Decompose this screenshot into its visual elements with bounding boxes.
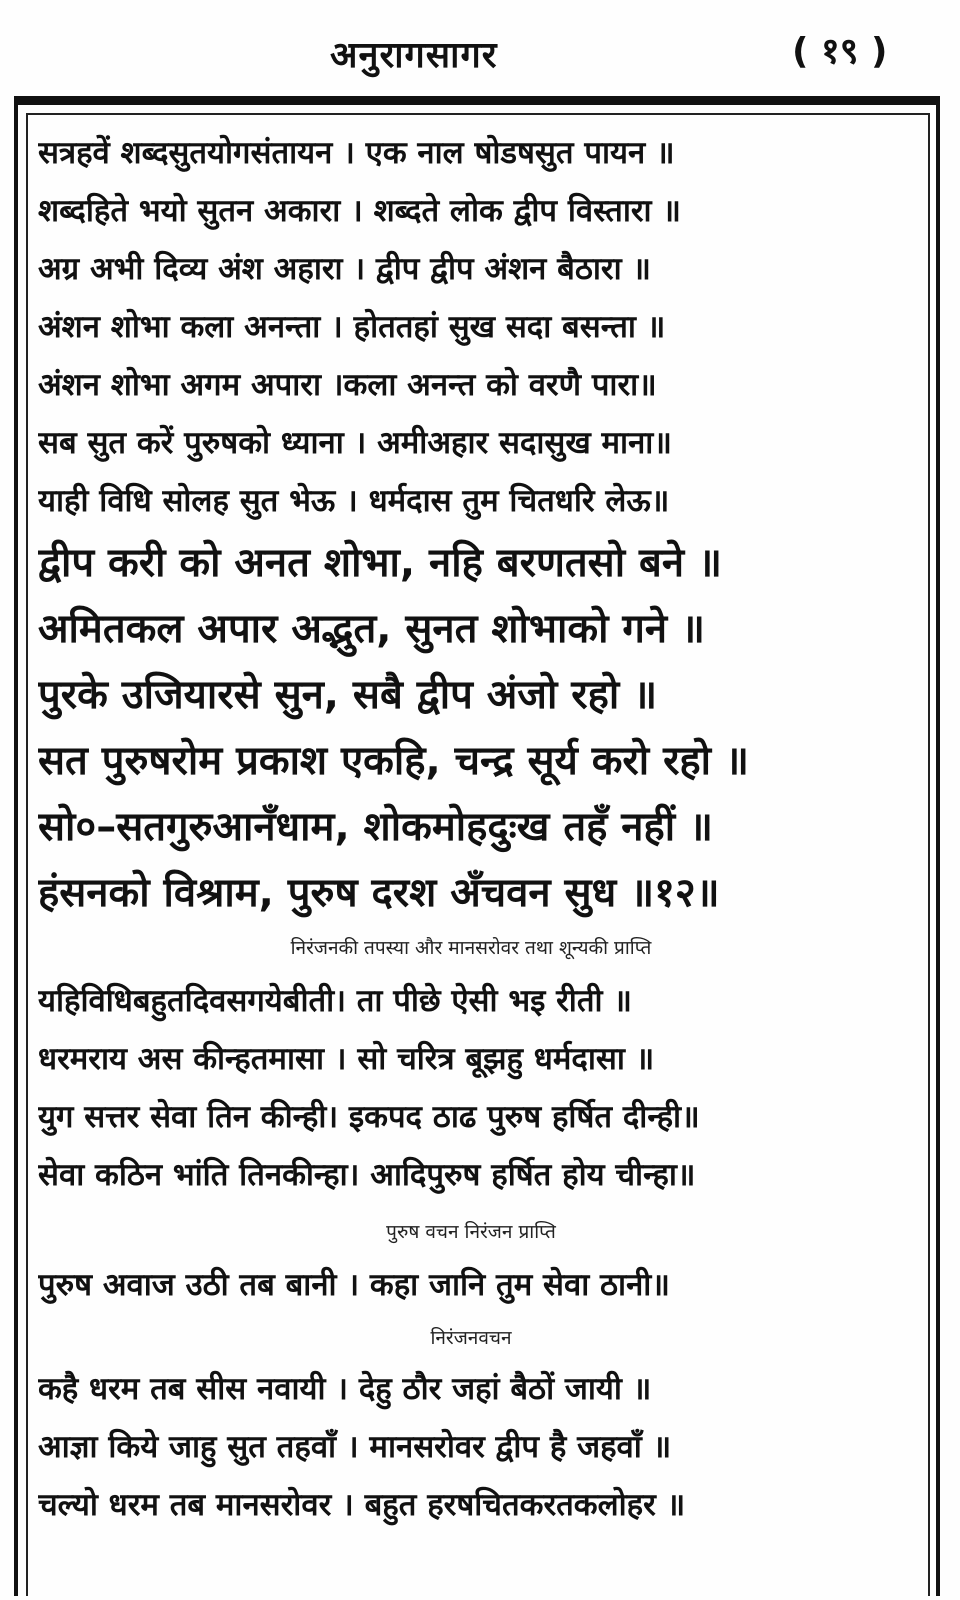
verse-line: शब्दहिते भयो सुतन अकारा । शब्दते लोक द्वीप विस्तारा ॥	[38, 193, 681, 229]
section-heading: निरंजनकी तपस्या और मानसरोवर तथा शून्यकी प्राप्ति	[290, 937, 652, 959]
verse-line: सत्रहवें शब्दसुतयोगसंतायन । एक नाल षोडषसुत पायन ॥	[38, 135, 675, 171]
chhand-line: पुरके उजियारसे सुन, सबै द्वीप अंजो रहो ॥	[38, 672, 658, 718]
verse-line: कहै धरम तब सीस नवायी । देहु ठौर जहां बैठों जायी ॥	[38, 1371, 652, 1407]
page-header	[0, 20, 960, 90]
verse-line: सेवा कठिन भांति तिनकीन्हा। आदिपुरुष हर्षित होय चीन्हा॥	[38, 1157, 696, 1193]
verse-line: युग सत्तर सेवा तिन कीन्ही। इकपद ठाढ पुरुष हर्षित दीन्ही॥	[38, 1099, 700, 1135]
verse-line: चल्यो धरम तब मानसरोवर । बहुत हरषचितकरतकलोहर ॥	[38, 1487, 686, 1523]
verse-line: याही विधि सोलह सुत भेऊ । धर्मदास तुम चितधरि लेऊ॥	[38, 483, 670, 519]
chhand-line: सत पुरुषरोम प्रकाश एकहि, चन्द्र सूर्य करो रहो ॥	[38, 738, 749, 784]
chhand-line: अमितकल अपार अद्भुत, सुनत शोभाको गने ॥	[38, 606, 705, 652]
chhand-line: द्वीप करी को अनत शोभा, नहि बरणतसो बने ॥	[38, 540, 722, 586]
verse-line: अंशन शोभा कला अनन्ता । होततहां सुख सदा बसन्ता ॥	[38, 309, 666, 345]
soratha-line: सो०–सतगुरुआनँधाम, शोकमोहदुःख तहँ नहीं ॥	[38, 804, 713, 850]
verse-line: यहिविधिबहुतदिवसगयेबीती। ता पीछे ऐसी भइ रीती ॥	[38, 983, 632, 1019]
section-heading: पुरुष वचन निरंजन प्राप्ति	[386, 1221, 556, 1243]
verse-line: आज्ञा किये जाहु सुत तहवाँ । मानसरोवर द्वीप है जहवाँ ॥	[38, 1429, 672, 1465]
verse-line: धरमराय अस कीन्हतमासा । सो चरित्र बूझहु धर्मदासा ॥	[38, 1041, 655, 1077]
running-title: अनुरागसागर	[330, 35, 498, 76]
section-heading: निरंजनवचन	[430, 1327, 512, 1349]
verse-line: अग्र अभी दिव्य अंश अहारा । द्वीप द्वीप अंशन बैठारा ॥	[38, 251, 651, 287]
verse-line: अंशन शोभा अगम अपारा ।कला अनन्त को वरणै पारा॥	[38, 367, 657, 403]
verse-line: सब सुत करें पुरुषको ध्याना । अमीअहार सदासुख माना॥	[38, 425, 672, 461]
soratha-line: हंसनको विश्राम, पुरुष दरश अँचवन सुध ॥१२॥	[38, 870, 720, 916]
verse-line: पुरुष अवाज उठी तब बानी । कहा जानि तुम सेवा ठानी॥	[38, 1267, 670, 1303]
page-number: ( १९ )	[792, 31, 888, 72]
text-block	[26, 120, 916, 1592]
